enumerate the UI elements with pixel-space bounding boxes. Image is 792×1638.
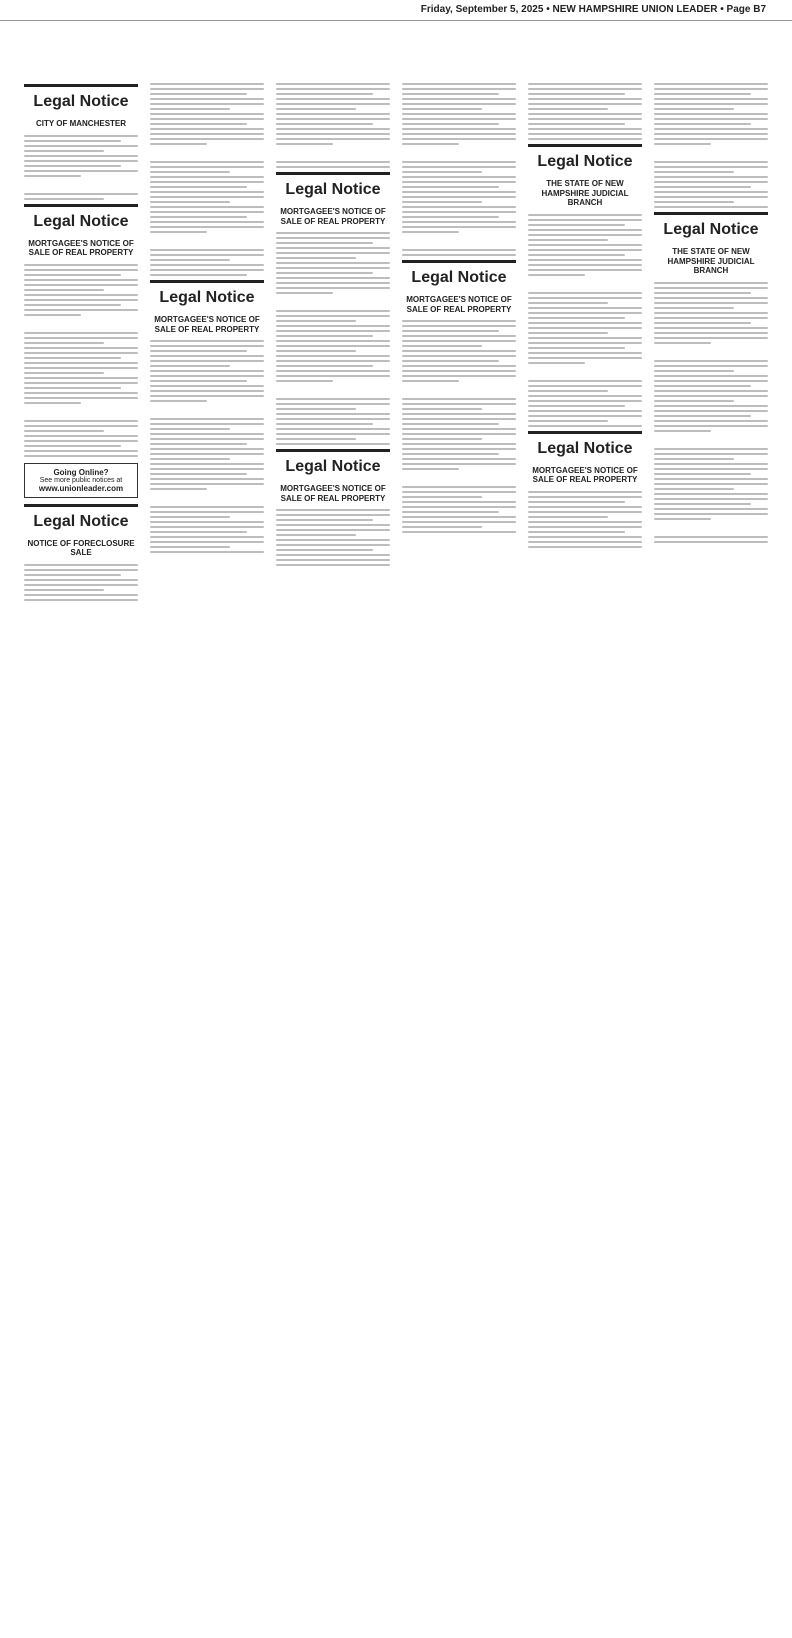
- notice-subtitle: MORTGAGEE'S NOTICE OF SALE OF REAL PROPERTY: [28, 238, 134, 258]
- notice-card: [528, 144, 642, 427]
- notice-card: [24, 84, 138, 200]
- notice-title: Legal Notice: [276, 172, 390, 203]
- notice-card: [276, 449, 390, 566]
- notice-body: [528, 214, 642, 427]
- notice-body: [528, 83, 642, 140]
- column-4: [402, 80, 516, 1615]
- notice-subtitle: MORTGAGEE'S NOTICE OF SALE OF REAL PROPERTY: [280, 484, 386, 503]
- notice-body: [402, 83, 516, 256]
- page-header: [0, 0, 792, 21]
- notice-card: [24, 504, 138, 601]
- notice-body: [528, 491, 642, 548]
- column-6: [654, 80, 768, 1615]
- notice-card: [150, 280, 264, 553]
- notice-card: [24, 204, 138, 457]
- notice-title: Legal Notice: [528, 144, 642, 175]
- notice-title: Legal Notice: [654, 212, 768, 243]
- notice-subtitle: MORTGAGEE'S NOTICE OF SALE OF REAL PROPERTY: [406, 295, 512, 314]
- notice-title: Legal Notice: [24, 504, 138, 535]
- notice-subtitle: THE STATE OF NEW HAMPSHIRE JUDICIAL BRANCH: [541, 179, 629, 208]
- notice-title: Legal Notice: [402, 260, 516, 291]
- notice-subtitle: THE STATE OF NEW HAMPSHIRE JUDICIAL BRANCH: [667, 247, 755, 276]
- online-box-line: See more public notices at: [39, 476, 123, 484]
- notice-body: [276, 83, 390, 168]
- notice-card: [528, 431, 642, 548]
- notice-title: Legal Notice: [150, 280, 264, 311]
- notice-subtitle: MORTGAGEE'S NOTICE OF SALE OF REAL PROPERTY: [532, 465, 638, 485]
- notice-title: Legal Notice: [528, 431, 642, 462]
- notice-subtitle: CITY OF MANCHESTER: [35, 119, 127, 128]
- notice-card: [276, 172, 390, 445]
- notice-body: [654, 282, 768, 543]
- notice-body: [150, 340, 264, 553]
- notice-subtitle: MORTGAGEE'S NOTICE OF SALE OF REAL PROPERTY: [280, 207, 386, 226]
- notice-subtitle: MORTGAGEE'S NOTICE OF SALE OF REAL PROPERTY: [154, 315, 260, 334]
- notice-title: Legal Notice: [24, 204, 138, 235]
- notice-body: [276, 509, 390, 566]
- notice-body: [24, 264, 138, 457]
- column-5: [528, 80, 642, 1615]
- online-notices-box: [24, 463, 138, 498]
- column-2: [150, 80, 264, 1615]
- notice-body: [654, 83, 768, 208]
- column-1: [24, 80, 138, 1615]
- online-box-title: Going Online?: [53, 467, 109, 477]
- notice-body: [402, 320, 516, 533]
- notice-body: [24, 564, 138, 601]
- notice-title: Legal Notice: [276, 449, 390, 480]
- notice-body: [276, 232, 390, 445]
- notice-card: [654, 212, 768, 543]
- notice-body: [24, 135, 138, 200]
- online-box-url[interactable]: www.unionleader.com: [38, 483, 124, 493]
- notice-title: Legal Notice: [24, 84, 138, 115]
- notice-body: [150, 83, 264, 276]
- notice-subtitle: NOTICE OF FORECLOSURE SALE: [27, 538, 135, 558]
- legal-notices-page: [24, 80, 768, 1615]
- notice-card: [402, 260, 516, 533]
- header-date-line: Friday, September 5, 2025 • NEW HAMPSHIRE UNION LEADER • Page B7: [420, 4, 766, 15]
- column-3: [276, 80, 390, 1615]
